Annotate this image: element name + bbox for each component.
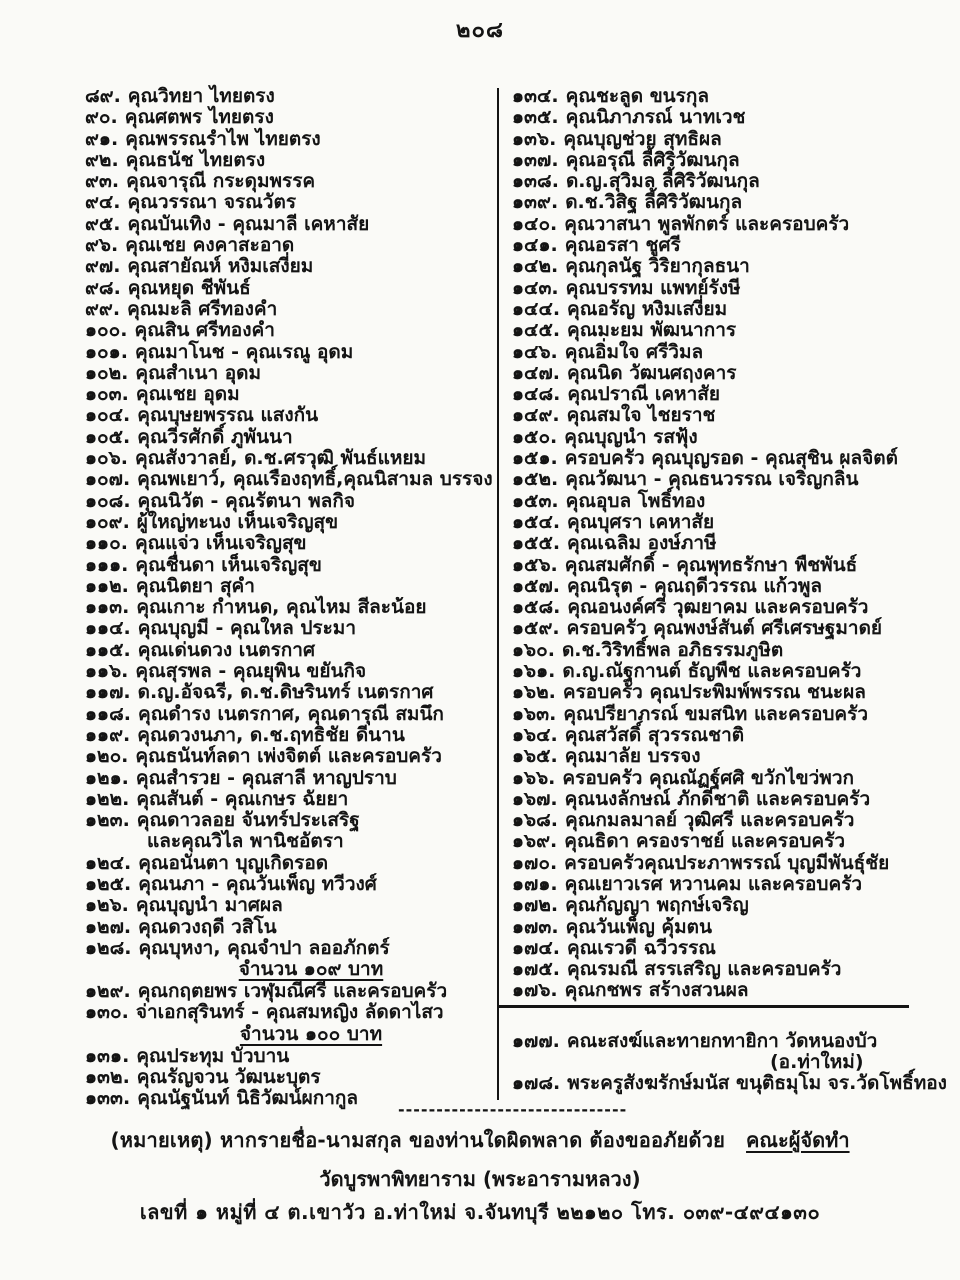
entry-text: คุณธนัช ไทยตรง [125,148,266,171]
entry-number: ๙๔. [85,191,121,214]
donor-entry [512,980,932,1001]
entry-text: คุณบุหงา, คุณจำปา ลออภักตร์ [138,936,390,959]
entry-text: คุณอุบล โพธิ์ทอง [565,489,706,512]
entry-text: คุณมะลิ ศรีทองคำ [127,297,278,320]
entry-number: ๑๒๗. [85,915,132,938]
donor-entry [85,810,497,831]
entry-number: ๑๐๖. [85,447,128,470]
temple-name: วัดบูรพาพิทยาราม (พระอารามหลวง) [319,1167,641,1191]
donor-entry [512,129,932,150]
entry-number: ๙๓. [85,170,120,193]
donor-entry [85,725,497,746]
donor-entry [85,853,497,874]
entry-number: ๑๑๖. [85,660,129,683]
donor-entry [85,192,497,213]
donor-entry [85,1067,497,1088]
entry-number: ๑๖๖. [512,766,556,789]
entry-text: คุณธนันท์ลดา เพ่งจิตต์ และครอบครัว [135,745,442,768]
entry-number: ๑๐๗. [85,468,131,491]
donor-entry [512,853,932,874]
entry-number: ๑๖๐. [512,638,555,661]
entry-text: คุณมะยม พัฒนาการ [567,319,737,342]
entry-number: ๑๒๒. [85,787,130,810]
entry-number: ๑๕๒. [512,468,559,491]
entry-number: ๑๕๓. [512,489,559,512]
donor-entry [512,959,932,980]
entry-number: ๑๓๘. [512,170,559,193]
entry-number: ๑๖๓. [512,702,557,725]
entry-text: พระครูสังฆรักษ์มนัส ขนุติธมุโม จร.วัดโพธิ์ทอง [567,1072,947,1095]
entry-number: ๑๓๔. [512,85,559,107]
donor-entry [85,278,497,299]
donor-entry [85,363,497,384]
donor-entry [512,917,932,938]
entry-text: ด.ช.วิริทธิ์พล อภิธรรมภูษิต [561,638,784,661]
entry-text: คุณบุญนำ มาศผล [135,894,283,917]
entry-number: ๑๕๔. [512,510,561,533]
donor-entry [512,363,932,384]
footer-note-text: (หมายเหตุ) หากรายชื่อ-นามสกุล ของท่านใดผิดพลาด ต้องขออภัยด้วย [110,1128,726,1152]
donor-entry [85,299,497,320]
entry-text: คุณเด่นดวง เนตรกาศ [137,638,316,661]
donor-entry [512,192,932,213]
donor-entry [512,342,932,363]
entry-number: ๑๗๗. [512,1029,560,1052]
entry-text: ครอบครัวคุณประภาพรรณ์ บุญมีพันธุ์ชัย [564,851,890,874]
entry-text: คุณสวัสดิ์ สุวรรณชาติ [564,723,745,746]
entry-text: คุณพรรณรำไพ ไทยตรง [125,127,321,150]
entry-number: ๑๑๗. [85,681,131,704]
entry-number: ๑๒๕. [85,872,132,895]
entry-number: ๙๙. [85,297,121,320]
entry-text: คุณวรรณา จรณวัตร [127,191,297,214]
donor-entry [85,874,497,895]
entry-number: ๑๕๙. [512,617,560,640]
donor-entry [512,895,932,916]
entry-number: ๑๑๓. [85,596,130,619]
entry-number: ๑๐๙. [85,510,130,533]
donor-entry [512,171,932,192]
entry-text: คุณชะลูด ขนรกุล [565,85,710,107]
entry-number: ๑๗๖. [512,979,558,1002]
entry-number: ๑๒๘. [85,936,132,959]
donor-entry [85,256,497,277]
entry-number: ๑๓๗. [512,148,559,171]
entry-text: คุณชื่นดา เห็นเจริญสุข [135,553,322,576]
entry-text: จำนวน ๑๐๐ บาท [239,1022,383,1045]
donor-entry [85,150,497,171]
entry-number: ๑๑๒. [85,574,129,597]
donor-entry [512,512,932,533]
entry-text: คุณกุลนัฐ วิริยากุลธนา [565,255,750,278]
donor-entry [512,448,932,469]
entry-number: ๑๕๖. [512,553,558,576]
entry-text: จำนวน ๑๐๙ บาท [238,958,384,981]
donor-entry [512,789,932,810]
entry-text: ครอบครัว คุณบุญรอด - คุณสุชิน ผลจิตต์ [564,447,898,470]
entry-text: คุณกชพร สร้างสวนผล [564,979,749,1002]
entry-text: คุณบุญช่วย สุทธิผล [563,127,722,150]
entry-number: ๑๒๔. [85,851,132,874]
entry-text: คุณนิวัต - คุณรัตนา พลกิจ [137,489,355,512]
entry-text: คุณวีรศักดิ์ ภูพันนา [137,425,293,448]
entry-number: ๑๑๕. [85,638,131,661]
donor-entry [512,235,932,256]
entry-text: คุณนิด วัฒนศฤงคาร [566,361,737,384]
entry-number: ๑๕๕. [512,532,561,555]
donor-entry [512,214,932,235]
entry-number: ๑๗๓. [512,915,559,938]
entry-text: ครอบครัว คุณประพิมพ์พรรณ ชนะผล [562,681,866,704]
entry-number: ๙๖. [85,234,119,257]
entry-number: ๑๐๕. [85,425,131,448]
section-rule [497,1005,909,1008]
entry-number: ๑๐๒. [85,361,129,384]
entry-number: ๑๐๘. [85,489,131,512]
donor-entry [85,597,497,618]
entry-text: ด.ญ.สุวิมล ลี้ศิริวัฒนกุล [565,170,760,193]
entry-number: ๑๗๑. [512,872,558,895]
entry-number: ๑๑๔. [85,617,131,640]
amount-section-header [85,959,497,981]
entry-number: ๙๗. [85,255,121,278]
entry-number: ๙๒. [85,148,119,171]
entry-text: คุณสำรวย - คุณสาลี หาญปราบ [135,766,397,789]
entry-number: ๑๕๗. [512,574,560,597]
donor-entry [85,917,497,938]
entry-number: ๑๐๑. [85,340,128,363]
entry-text: คุณสันต์ - คุณเกษร ฉัยยา [136,787,349,810]
donor-entry [85,214,497,235]
entry-text: (อ.ท่าใหม่) [770,1051,864,1074]
amount-section-header [85,1024,497,1046]
donor-entry [85,661,497,682]
entry-text: ผู้ใหญ่ทะนง เห็นเจริญสุข [136,510,339,533]
entry-text: คุณเรวดี ฉวีวรรณ [566,936,716,959]
donor-entry [85,1002,497,1023]
entry-number: ๙๑. [85,127,119,150]
donor-entry [512,86,932,107]
entry-text: คุณกฤตยพร เวฬุมณีศรี และครอบครัว [137,980,448,1003]
donor-entry [85,704,497,725]
entry-text: คุณจารุณี กระดุมพรรค [126,170,316,193]
donor-entry [512,810,932,831]
entry-number: ๑๖๒. [512,681,556,704]
donor-entry [85,427,497,448]
donor-entry [85,469,497,490]
donor-list-left [85,86,497,1110]
donor-entry [512,938,932,959]
donor-entry [512,107,932,128]
entry-number: ๑๖๕. [512,745,558,768]
entry-text: คุณสำเนา อุดม [135,361,262,384]
entry-text: คุณสมศักดิ์ - คุณพุทธรักษา พืชพันธ์ [564,553,858,576]
donor-entry [512,597,932,618]
entry-text: คุณนภา - คุณวันเพ็ญ ทวีวงศ์ [138,872,377,895]
entry-number: ๑๑๘. [85,702,131,725]
donor-entry [512,746,932,767]
donor-entry [512,1031,932,1052]
donor-entry [512,1072,947,1095]
donor-entry [85,789,497,810]
entry-text: คุณมาลัย บรรจง [564,745,701,768]
entry-text: คุณบุญมี - คุณใหล ประมา [137,617,357,640]
entry-text: คุณปราณี เคหาสัย [567,383,720,406]
entry-text: คุณรัญจวน วัฒนะบุตร [136,1066,321,1089]
entry-text: คุณวัฒนา - คุณธนวรรณ เจริญกลิ่น [565,468,859,491]
continuation-line [512,1052,932,1073]
donor-entry [85,938,497,959]
donor-entry [85,1046,497,1067]
entry-number: ๑๓๓. [85,1087,131,1110]
donor-entry [512,725,932,746]
donor-entry [512,831,932,852]
entry-text: คุณอนันตา บุญเกิดรอด [138,851,329,874]
entry-text: คุณศตพร ไทยตรง [124,106,274,129]
donor-entry [85,107,497,128]
entry-text: คุณอรสา ชูศรี [564,234,681,257]
donor-entry [85,235,497,256]
entry-number: ๑๖๘. [512,809,558,832]
donor-entry [85,86,497,107]
donor-entry [85,512,497,533]
entry-text: ด.ญ.อัจฉรี, ด.ช.ดิษรินทร์ เนตรกาศ [137,681,434,704]
entry-number: ๑๕๑. [512,447,558,470]
entry-text: คุณเยาวเรศ หวานคม และครอบครัว [564,872,863,895]
entry-text: คุณนิภาภรณ์ นาทเวช [565,106,746,129]
entry-text: ด.ญ.ณัฐกานต์ ธัญพืช และครอบครัว [562,660,862,683]
entry-number: ๑๖๗. [512,787,558,810]
donor-entry [512,704,932,725]
donor-entry [85,491,497,512]
entry-text: คุณนงลักษณ์ ภักดีชาติ และครอบครัว [564,787,871,810]
entry-text: คุณอิ่มใจ ศรีวิมล [564,340,704,363]
entry-text: คุณดวงฤดี วสิโน [138,915,277,938]
entry-number: ๑๔๑. [512,234,558,257]
donor-entry [85,682,497,703]
donor-entry [512,640,932,661]
donor-entry [512,427,932,448]
entry-number: ๑๓๖. [512,127,557,150]
donor-entry [85,405,497,426]
entry-number: ๑๖๙. [512,830,558,853]
footer-note [0,1124,960,1156]
entry-number: ๑๗๕. [512,958,560,981]
donor-entry [512,150,932,171]
entry-number: ๑๕๐. [512,425,558,448]
entry-text: คุณรมณี สรรเสริญ และครอบครัว [566,958,842,981]
dashed-separator: ------------------------------ [398,1100,628,1119]
donor-entry [512,533,932,554]
entry-text: คุณกัญญา พฤกษ์เจริญ [565,894,749,917]
entry-number: ๑๒๓. [85,809,130,832]
entry-number: ๑๔๘. [512,383,561,406]
entry-text: คุณสุรพล - คุณยุพิน ขยันกิจ [135,660,367,683]
entry-number: ๑๐๔. [85,404,131,427]
entry-text: คุณสังวาลย์, ด.ช.ศรวุฒิ พันธ์แหยม [134,447,427,470]
entry-number: ๑๔๒. [512,255,559,278]
entry-text: คุณนิรุต - คุณฤดีวรรณ แก้วพูล [566,574,823,597]
entry-text: จ่าเอกสุรินทร์ - คุณสมหญิง ลัดดาไสว [135,1001,444,1024]
donor-entry [512,768,932,789]
entry-text: คุณปรียาภรณ์ ขมสนิท และครอบครัว [563,702,869,725]
donor-entry [512,874,932,895]
continuation-line [85,831,497,852]
entry-text: คุณวิทยา ไทยตรง [127,85,275,107]
entry-text: คุณสายัณห์ หงิมเสงี่ยม [127,255,314,278]
entry-number: ๑๓๙. [512,191,559,214]
entry-number: ๑๔๔. [512,297,561,320]
entry-text: คุณบรรทม แพทย์รังษี [565,276,741,299]
entry-text: และคุณวิไล พานิชอัตรา [147,830,344,853]
entry-number: ๑๗๔. [512,936,560,959]
entry-number: ๙๐. [85,106,118,129]
donor-entry [512,555,932,576]
entry-text: คุณแจ่ว เห็นเจริญสุข [134,532,307,555]
donor-entry [85,746,497,767]
donor-list-right [512,85,947,1095]
entry-number: ๑๔๐. [512,212,558,235]
donor-entry [512,384,932,405]
entry-text: คุณดวงนภา, ด.ช.ฤทธิชัย ดีนาน [137,723,405,746]
entry-text: คุณดำรง เนตรกาศ, คุณดารุณี สมนึก [138,702,444,725]
entry-text: คุณอนงค์ศรี วุฒยาคม และครอบครัว [567,596,869,619]
entry-text: คุณดาวลอย จันทร์ประเสริฐ [136,809,360,832]
donor-entry [512,618,932,639]
entry-text: คุณเกาะ กำหนด, คุณไหม สีละน้อย [136,596,427,619]
donor-entry [85,555,497,576]
donor-entry [512,491,932,512]
entry-number: ๑๗๐. [512,851,558,874]
entry-number: ๑๑๐. [85,532,128,555]
entry-number: ๑๔๗. [512,361,560,384]
donor-entry [85,981,497,1002]
donor-entry [85,640,497,661]
entry-number: ๑๒๖. [85,894,129,917]
entry-text: คณะสงฆ์และทายกทายิกา วัดหนองบัว [566,1029,878,1052]
entry-text: ครอบครัว คุณณัฏฐ์ศศิ ขวักไขว่พวก [562,766,855,789]
donor-entry [85,895,497,916]
entry-number: ๑๖๑. [512,660,556,683]
donor-entry [512,682,932,703]
entry-number: ๙๕. [85,212,121,235]
entry-number: ๑๐๐. [85,319,128,342]
entry-text: คุณสมใจ ไชยราช [566,404,716,427]
entry-number: ๑๓๕. [512,106,559,129]
entry-text: คุณอรุณี ลี้ศิริวัฒนกุล [565,148,740,171]
entry-number: ๑๑๑. [85,553,129,576]
entry-text: คุณบุศรา เคหาสัย [567,510,715,533]
donor-entry [512,299,932,320]
donor-entry [85,576,497,597]
column-divider [497,88,499,1100]
entry-number: ๑๔๕. [512,319,561,342]
entry-number: ๙๘. [85,276,121,299]
entry-text: คุณนิตยา สุคำ [135,574,255,597]
donor-entry [512,320,932,341]
entry-number: ๑๓๐. [85,1001,129,1024]
entry-text: คุณสิน ศรีทองคำ [134,319,275,342]
donor-entry [512,661,932,682]
entry-number: ๑๒๐. [85,745,129,768]
donor-entry [85,533,497,554]
donor-entry [512,469,932,490]
entry-number: ๑๐๓. [85,383,129,406]
entry-number: ๑๔๙. [512,404,560,427]
donor-entry [85,384,497,405]
entry-number: ๑๕๘. [512,596,561,619]
donor-entry [85,171,497,192]
donor-entry [512,256,932,277]
entry-text: คุณพเยาว์, คุณเรืองฤทธิ์,คุณนิสามล บรรจง [137,468,493,491]
temple-address: เลขที่ ๑ หมู่ที่ ๔ ต.เขาวัว อ.ท่าใหม่ จ.จันทบุรี ๒๒๑๒๐ โทร. ๐๓๙-๔๙๔๑๓๐ [139,1200,821,1224]
entry-number: ๑๓๒. [85,1066,130,1089]
entry-number: ๑๗๘. [512,1072,561,1095]
entry-text: คุณบันเทิง - คุณมาลี เคหาสัย [127,212,370,235]
donor-entry [512,576,932,597]
entry-text: คุณวันเพ็ญ คุ้มตน [565,915,712,938]
donor-entry [85,448,497,469]
entry-text: คุณเชย อุดม [135,383,240,406]
entry-text: คุณบุษยพรรณ แสงกัน [137,404,319,427]
donor-entry [85,768,497,789]
entry-text: คุณเฉลิม องษ์ภาษี [567,532,717,555]
entry-text: คุณวาสนา พูลพักตร์ และครอบครัว [564,212,850,235]
entry-text: คุณหยุด ชีพันธ์ [127,276,251,299]
donor-entry [85,320,497,341]
entry-number: ๑๒๑. [85,766,129,789]
entry-text: คุณกมลมาลย์ วุฒิศรี และครอบครัว [565,809,855,832]
entry-number: ๑๖๔. [512,723,558,746]
entry-number: ๑๗๒. [512,894,559,917]
entry-text: คุณอรัญ หงิมเสงี่ยม [567,297,728,320]
entry-number: ๘๙. [85,85,121,107]
entry-text: ครอบครัว คุณพงษ์สันต์ ศรีเศรษฐมาดย์ [566,617,883,640]
entry-number: ๑๓๑. [85,1044,130,1067]
entry-text: คุณมาโนช - คุณเรณู อุดม [134,340,354,363]
donor-entry [85,129,497,150]
entry-text: คุณธิดา ครองราชย์ และครอบครัว [564,830,846,853]
entry-text: คุณประทุม บัวบาน [136,1044,290,1067]
footer-note-credit: คณะผู้จัดทำ [746,1128,850,1152]
entry-number: ๑๒๙. [85,980,131,1003]
entry-text: คุณนัฐนันท์ นิธิวัฒน์ผกากูล [137,1087,359,1110]
donor-entry [85,618,497,639]
entry-number: ๑๔๖. [512,340,558,363]
page-number: ๒๐๘ [456,18,504,43]
donor-entry [512,278,932,299]
entry-text: ด.ช.วิสิฐ ลี้ศิริวัฒนกุล [565,191,743,214]
entry-text: คุณเชย คงคาสะอาด [125,234,295,257]
donor-entry [85,342,497,363]
entry-text: คุณบุญนำ รสฟุ้ง [564,425,698,448]
donor-entry [512,405,932,426]
entry-number: ๑๔๓. [512,276,559,299]
entry-number: ๑๑๙. [85,723,131,746]
